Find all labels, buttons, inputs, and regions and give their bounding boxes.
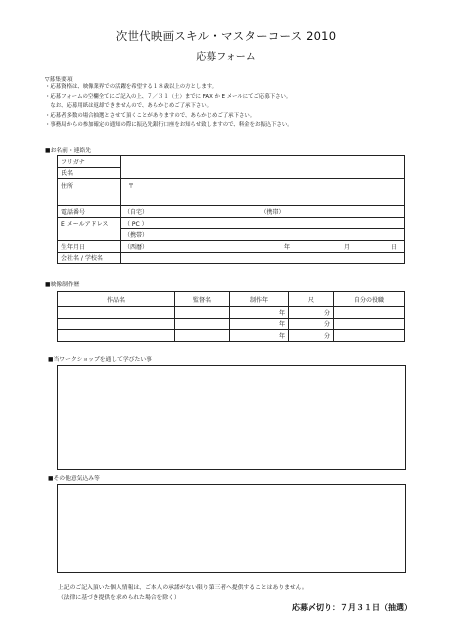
work-length-cell[interactable] (289, 330, 334, 342)
year-label: 年 (284, 243, 291, 251)
work-role-cell[interactable] (334, 318, 405, 330)
phone-mobile-label: （携帯） (260, 208, 285, 216)
deadline-notice: 応募〆切り：７月３１日（抽選） (292, 603, 412, 612)
works-row (58, 318, 405, 330)
personal-info-table (57, 155, 405, 264)
privacy-notice (58, 583, 308, 603)
name-field[interactable] (121, 156, 405, 179)
day-label: 日 (391, 243, 398, 251)
requirements-heading: ▽募集要項 (45, 77, 73, 83)
min-unit: 分 (323, 309, 330, 317)
other-textarea[interactable] (57, 484, 406, 573)
email-mobile-field[interactable] (121, 229, 405, 241)
era-label: （西暦） (124, 243, 149, 251)
phone-label: 電話番号 (58, 206, 121, 218)
year-unit: 年 (278, 309, 285, 317)
work-director-cell[interactable] (175, 307, 230, 319)
work-title-cell[interactable] (58, 318, 175, 330)
company-label: 会社名 / 学校名 (58, 252, 121, 264)
company-field[interactable] (121, 252, 405, 264)
works-header-role: 自分の役職 (334, 292, 405, 307)
min-unit: 分 (323, 321, 330, 329)
work-year-cell[interactable] (230, 330, 289, 342)
requirement-item: ・応募フォームの空欄全てにご記入の上、７／３１（土）までに FAX か E メールにてご応募下さい。 (45, 93, 292, 100)
work-length-cell[interactable] (289, 307, 334, 319)
learn-textarea[interactable] (57, 365, 406, 470)
works-row (58, 330, 405, 342)
work-role-cell[interactable] (334, 307, 405, 319)
works-header-length: 尺 (289, 292, 334, 307)
works-table (57, 291, 405, 342)
address-label: 住所 (58, 179, 121, 206)
work-length-cell[interactable] (289, 318, 334, 330)
privacy-line: （法律に基づき提供を求められた場合を除く） (58, 595, 180, 601)
requirement-item: ・応募者多数の場合抽選とさせて頂くことがありますので、あらかじめご了承下さい。 (45, 112, 256, 119)
requirements-list (45, 83, 293, 131)
work-director-cell[interactable] (175, 318, 230, 330)
work-title-cell[interactable] (58, 307, 175, 319)
work-title-cell[interactable] (58, 330, 175, 342)
works-header-title: 作品名 (58, 292, 175, 307)
other-section-title: ■その他意気込み等 (48, 476, 100, 482)
min-unit: 分 (323, 332, 330, 340)
email-label: E メールアドレス (58, 217, 121, 240)
form-subtitle: 応募フォーム (196, 52, 256, 63)
address-field[interactable] (121, 179, 405, 206)
work-year-cell[interactable] (230, 307, 289, 319)
requirement-item: なお、応募用紙は返却できませんので、あらかじめご了承下さい。 (45, 103, 213, 110)
privacy-line: 上記のご記入頂いた個人情報は、ご本人の承諾がない限り第三者へ提供することはありません。 (58, 585, 308, 591)
phone-field[interactable] (121, 206, 405, 218)
personal-section-title: ■お名前・連絡先 (45, 148, 92, 154)
postal-mark: 〒 (128, 183, 135, 191)
work-year-cell[interactable] (230, 318, 289, 330)
birth-label: 生年月日 (58, 240, 121, 252)
email-mobile-label: （携帯） (124, 232, 149, 240)
name-label: 氏名 (58, 167, 121, 179)
learn-section-title: ■当ワークショップを通して学びたい事 (48, 357, 152, 363)
birth-field[interactable] (121, 240, 405, 252)
work-role-cell[interactable] (334, 330, 405, 342)
works-header-director: 監督名 (175, 292, 230, 307)
phone-home-label: （自宅） (124, 208, 149, 216)
email-pc-label: （ PC ） (124, 220, 148, 228)
works-header-year: 制作年 (230, 292, 289, 307)
works-section-title: ■映像制作歴 (45, 282, 80, 288)
year-unit: 年 (278, 332, 285, 340)
furigana-label: フリガナ (58, 156, 121, 168)
month-label: 月 (344, 243, 351, 251)
works-row (58, 307, 405, 319)
requirement-item: ・事務局からの参加確定の通知の際に振込先銀行口座をお知らせ致しますので、料金をお振込下さい。 (45, 122, 293, 129)
work-director-cell[interactable] (175, 330, 230, 342)
form-title: 次世代映画スキル・マスターコース 2010 (115, 29, 337, 43)
requirement-item: ・応募資格は、映像業界での活躍を希望する１８歳以上の方とします。 (45, 84, 218, 90)
year-unit: 年 (278, 321, 285, 329)
email-pc-field[interactable] (121, 217, 405, 229)
